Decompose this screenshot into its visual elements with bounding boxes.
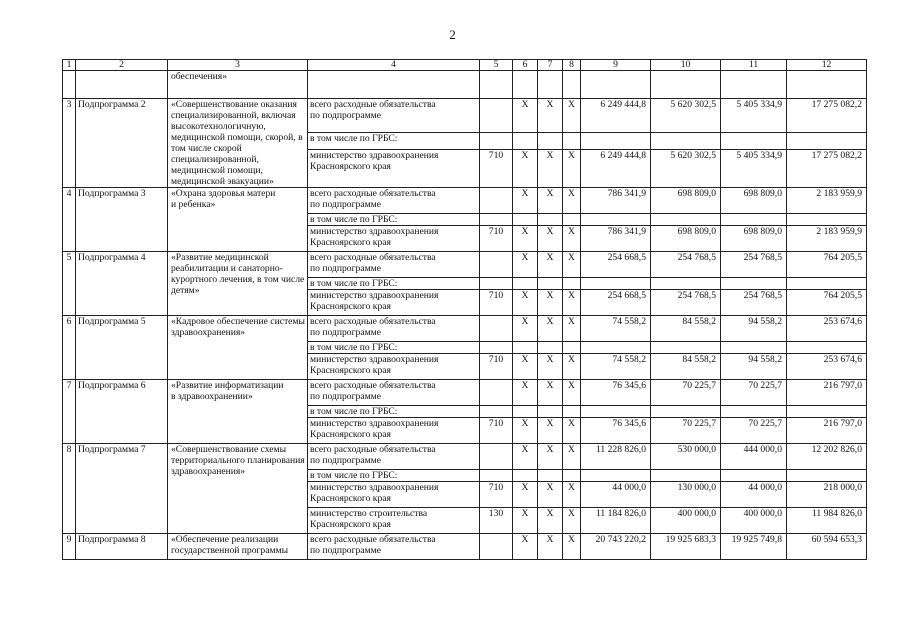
program-total-row <box>63 444 867 470</box>
amount-v10: 5 620 302,5 <box>651 99 721 133</box>
row-number: 8 <box>63 444 76 534</box>
amount-v12: 17 275 082,2 <box>787 150 867 188</box>
header-row <box>63 60 867 71</box>
amount-v11: 44 000,0 <box>721 482 787 508</box>
cell-empty <box>480 406 513 418</box>
cell-empty <box>787 278 867 290</box>
cell-empty <box>721 342 787 354</box>
amount-v9: 6 249 444,8 <box>581 150 651 188</box>
amount-v12: 218 000,0 <box>787 482 867 508</box>
amount-v10: 530 000,0 <box>651 444 721 470</box>
total-label: всего расходные обязательства по подпрограмме <box>308 444 480 470</box>
x-mark: X <box>538 226 563 252</box>
included-label: в том числе по ГРБС: <box>308 406 480 418</box>
cell-empty <box>538 214 563 226</box>
total-label: всего расходные обязательства по подпрограмме <box>308 380 480 406</box>
amount-v10: 130 000,0 <box>651 482 721 508</box>
row-number: 3 <box>63 99 76 188</box>
amount-v12: 2 183 959,9 <box>787 188 867 214</box>
x-mark: X <box>563 380 581 406</box>
x-mark: X <box>513 99 538 133</box>
cell-empty <box>480 534 513 560</box>
ministry-code: 710 <box>480 482 513 508</box>
cell-empty <box>480 132 513 150</box>
cell-empty <box>538 406 563 418</box>
cell-empty <box>480 278 513 290</box>
amount-v9: 11 228 826,0 <box>581 444 651 470</box>
page-number: 2 <box>449 27 456 42</box>
cell-empty <box>480 188 513 214</box>
total-label: всего расходные обязательства по подпрограмме <box>308 99 480 133</box>
x-mark: X <box>513 482 538 508</box>
cell-empty <box>581 406 651 418</box>
included-label: в том числе по ГРБС: <box>308 342 480 354</box>
cell-empty <box>651 470 721 482</box>
amount-v11: 5 405 334,9 <box>721 99 787 133</box>
cell-empty <box>63 71 76 99</box>
cell-empty <box>787 132 867 150</box>
column-header: 2 <box>76 60 168 71</box>
cell-empty <box>651 406 721 418</box>
ministry-label: министерство здравоохранения Красноярского края <box>308 226 480 252</box>
cell-empty <box>538 132 563 150</box>
amount-v11: 5 405 334,9 <box>721 150 787 188</box>
amount-v12: 764 205,5 <box>787 290 867 316</box>
amount-v9: 44 000,0 <box>581 482 651 508</box>
row-number: 4 <box>63 188 76 252</box>
amount-v9: 11 184 826,0 <box>581 508 651 534</box>
x-mark: X <box>538 316 563 342</box>
cell-empty <box>563 132 581 150</box>
included-label: в том числе по ГРБС: <box>308 278 480 290</box>
program-total-row <box>63 316 867 342</box>
cell-empty <box>513 278 538 290</box>
x-mark: X <box>513 188 538 214</box>
total-label: всего расходные обязательства по подпрограмме <box>308 252 480 278</box>
cell-empty <box>480 342 513 354</box>
program-total-row <box>63 252 867 278</box>
cell-empty <box>480 214 513 226</box>
ministry-label: министерство здравоохранения Красноярского края <box>308 354 480 380</box>
cell-empty <box>513 214 538 226</box>
amount-v9: 74 558,2 <box>581 316 651 342</box>
column-header: 4 <box>308 60 480 71</box>
amount-v10: 84 558,2 <box>651 354 721 380</box>
column-header: 10 <box>651 60 721 71</box>
x-mark: X <box>538 150 563 188</box>
cell-empty <box>563 278 581 290</box>
x-mark: X <box>563 99 581 133</box>
cell-empty <box>787 470 867 482</box>
x-mark: X <box>563 508 581 534</box>
cell-empty <box>513 406 538 418</box>
amount-v9: 74 558,2 <box>581 354 651 380</box>
subprogram-title: «Совершенствование оказания специализированной, включая высокотехнологичную, медицинской помощи, скорой, в том числе скорой специализированной, медицинской помощи, медицинской эвакуации» <box>168 99 308 188</box>
total-label: всего расходные обязательства по подпрограмме <box>308 316 480 342</box>
x-mark: X <box>538 508 563 534</box>
amount-v10: 698 809,0 <box>651 226 721 252</box>
amount-v12: 764 205,5 <box>787 252 867 278</box>
x-mark: X <box>513 444 538 470</box>
ministry-code: 130 <box>480 508 513 534</box>
amount-v11: 400 000,0 <box>721 508 787 534</box>
cell-empty <box>787 214 867 226</box>
x-mark: X <box>563 226 581 252</box>
subprogram-title: «Обеспечение реализации государственной программы <box>168 534 308 560</box>
column-header: 11 <box>721 60 787 71</box>
x-mark: X <box>513 508 538 534</box>
ministry-code: 710 <box>480 418 513 444</box>
amount-v10: 698 809,0 <box>651 188 721 214</box>
cell-empty <box>513 132 538 150</box>
cell-empty <box>480 252 513 278</box>
cell-empty <box>721 278 787 290</box>
cell-empty <box>651 132 721 150</box>
row-number: 6 <box>63 316 76 380</box>
x-mark: X <box>563 534 581 560</box>
cell-empty <box>513 470 538 482</box>
amount-v9: 254 668,5 <box>581 252 651 278</box>
x-mark: X <box>513 418 538 444</box>
ministry-label: министерство здравоохранения Красноярского края <box>308 150 480 188</box>
amount-v10: 254 768,5 <box>651 290 721 316</box>
cell-empty <box>651 71 721 99</box>
amount-v11: 70 225,7 <box>721 418 787 444</box>
subprogram-name: Подпрограмма 2 <box>76 99 168 188</box>
ministry-label: министерство здравоохранения Красноярского края <box>308 418 480 444</box>
x-mark: X <box>513 354 538 380</box>
cell-empty <box>581 342 651 354</box>
subprogram-name: Подпрограмма 5 <box>76 316 168 380</box>
column-header: 8 <box>563 60 581 71</box>
amount-v11: 94 558,2 <box>721 316 787 342</box>
amount-v11: 254 768,5 <box>721 290 787 316</box>
ministry-label: министерство строительства Красноярского края <box>308 508 480 534</box>
amount-v9: 254 668,5 <box>581 290 651 316</box>
total-label: всего расходные обязательства по подпрограмме <box>308 534 480 560</box>
amount-v10: 84 558,2 <box>651 316 721 342</box>
ministry-code: 710 <box>480 290 513 316</box>
amount-v12: 11 984 826,0 <box>787 508 867 534</box>
amount-v9: 786 341,9 <box>581 226 651 252</box>
x-mark: X <box>538 482 563 508</box>
cell-empty <box>538 470 563 482</box>
column-header: 12 <box>787 60 867 71</box>
amount-v12: 253 674,6 <box>787 316 867 342</box>
column-header: 1 <box>63 60 76 71</box>
program-total-row <box>63 188 867 214</box>
x-mark: X <box>563 290 581 316</box>
subprogram-name: Подпрограмма 8 <box>76 534 168 560</box>
ministry-label: министерство здравоохранения Красноярского края <box>308 482 480 508</box>
subprogram-name: Подпрограмма 4 <box>76 252 168 316</box>
cell-empty <box>563 406 581 418</box>
total-label: всего расходные обязательства по подпрограмме <box>308 188 480 214</box>
amount-v12: 216 797,0 <box>787 380 867 406</box>
budget-table <box>62 59 867 560</box>
cell-empty <box>480 316 513 342</box>
ministry-code: 710 <box>480 354 513 380</box>
cell-empty <box>721 406 787 418</box>
subprogram-title: «Совершенствование схемы территориального планирования здравоохранения» <box>168 444 308 534</box>
cell-empty <box>787 71 867 99</box>
included-label: в том числе по ГРБС: <box>308 470 480 482</box>
continuation-row <box>63 71 867 99</box>
continuation-text: обеспечения» <box>168 71 308 99</box>
cell-empty <box>651 214 721 226</box>
amount-v9: 76 345,6 <box>581 380 651 406</box>
amount-v10: 70 225,7 <box>651 418 721 444</box>
amount-v11: 70 225,7 <box>721 380 787 406</box>
cell-empty <box>581 71 651 99</box>
cell-empty <box>480 470 513 482</box>
x-mark: X <box>538 534 563 560</box>
cell-empty <box>651 342 721 354</box>
cell-empty <box>581 278 651 290</box>
x-mark: X <box>563 188 581 214</box>
x-mark: X <box>563 252 581 278</box>
cell-empty <box>581 470 651 482</box>
cell-empty <box>563 214 581 226</box>
cell-empty <box>581 132 651 150</box>
amount-v11: 19 925 749,8 <box>721 534 787 560</box>
subprogram-name: Подпрограмма 7 <box>76 444 168 534</box>
amount-v11: 698 809,0 <box>721 226 787 252</box>
x-mark: X <box>563 150 581 188</box>
cell-empty <box>538 278 563 290</box>
cell-empty <box>76 71 168 99</box>
included-label: в том числе по ГРБС: <box>308 132 480 150</box>
cell-empty <box>480 380 513 406</box>
amount-v12: 60 594 653,3 <box>787 534 867 560</box>
cell-empty <box>538 71 563 99</box>
amount-v12: 216 797,0 <box>787 418 867 444</box>
amount-v12: 12 202 826,0 <box>787 444 867 470</box>
included-label: в том числе по ГРБС: <box>308 214 480 226</box>
x-mark: X <box>538 354 563 380</box>
ministry-code: 710 <box>480 226 513 252</box>
column-header: 7 <box>538 60 563 71</box>
cell-empty <box>513 342 538 354</box>
cell-empty <box>513 71 538 99</box>
cell-empty <box>721 71 787 99</box>
column-header: 6 <box>513 60 538 71</box>
amount-v9: 786 341,9 <box>581 188 651 214</box>
subprogram-title: «Охрана здоровья матери и ребенка» <box>168 188 308 252</box>
x-mark: X <box>563 354 581 380</box>
amount-v10: 19 925 683,3 <box>651 534 721 560</box>
row-number: 7 <box>63 380 76 444</box>
amount-v10: 5 620 302,5 <box>651 150 721 188</box>
subprogram-name: Подпрограмма 6 <box>76 380 168 444</box>
amount-v11: 94 558,2 <box>721 354 787 380</box>
amount-v11: 444 000,0 <box>721 444 787 470</box>
amount-v12: 2 183 959,9 <box>787 226 867 252</box>
x-mark: X <box>513 380 538 406</box>
x-mark: X <box>563 418 581 444</box>
x-mark: X <box>538 290 563 316</box>
cell-empty <box>581 214 651 226</box>
amount-v12: 17 275 082,2 <box>787 99 867 133</box>
x-mark: X <box>538 380 563 406</box>
x-mark: X <box>513 316 538 342</box>
x-mark: X <box>563 482 581 508</box>
cell-empty <box>651 278 721 290</box>
amount-v9: 20 743 220,2 <box>581 534 651 560</box>
amount-v11: 698 809,0 <box>721 188 787 214</box>
column-header: 9 <box>581 60 651 71</box>
x-mark: X <box>538 444 563 470</box>
cell-empty <box>480 444 513 470</box>
x-mark: X <box>538 252 563 278</box>
x-mark: X <box>513 150 538 188</box>
row-number: 9 <box>63 534 76 560</box>
cell-empty <box>538 342 563 354</box>
program-total-row <box>63 380 867 406</box>
cell-empty <box>308 71 480 99</box>
amount-v10: 70 225,7 <box>651 380 721 406</box>
row-number: 5 <box>63 252 76 316</box>
cell-empty <box>480 99 513 133</box>
cell-empty <box>787 342 867 354</box>
subprogram-title: «Развитие медицинской реабилитации и санаторно-курортного лечения, в том числе детям» <box>168 252 308 316</box>
cell-empty <box>563 71 581 99</box>
subprogram-title: «Кадровое обеспечение системы здравоохранения» <box>168 316 308 380</box>
amount-v10: 254 768,5 <box>651 252 721 278</box>
x-mark: X <box>513 252 538 278</box>
x-mark: X <box>538 188 563 214</box>
x-mark: X <box>563 316 581 342</box>
cell-empty <box>721 132 787 150</box>
subprogram-title: «Развитие информатизации в здравоохранении» <box>168 380 308 444</box>
ministry-label: министерство здравоохранения Красноярского края <box>308 290 480 316</box>
cell-empty <box>563 342 581 354</box>
cell-empty <box>721 470 787 482</box>
x-mark: X <box>563 444 581 470</box>
x-mark: X <box>538 418 563 444</box>
amount-v11: 254 768,5 <box>721 252 787 278</box>
cell-empty <box>721 214 787 226</box>
x-mark: X <box>538 99 563 133</box>
x-mark: X <box>513 226 538 252</box>
amount-v9: 76 345,6 <box>581 418 651 444</box>
x-mark: X <box>513 534 538 560</box>
program-total-row <box>63 99 867 133</box>
amount-v9: 6 249 444,8 <box>581 99 651 133</box>
x-mark: X <box>513 290 538 316</box>
amount-v12: 253 674,6 <box>787 354 867 380</box>
subprogram-name: Подпрограмма 3 <box>76 188 168 252</box>
cell-empty <box>563 470 581 482</box>
program-total-row <box>63 534 867 560</box>
amount-v10: 400 000,0 <box>651 508 721 534</box>
cell-empty <box>787 406 867 418</box>
column-header: 5 <box>480 60 513 71</box>
cell-empty <box>480 71 513 99</box>
column-header: 3 <box>168 60 308 71</box>
ministry-code: 710 <box>480 150 513 188</box>
